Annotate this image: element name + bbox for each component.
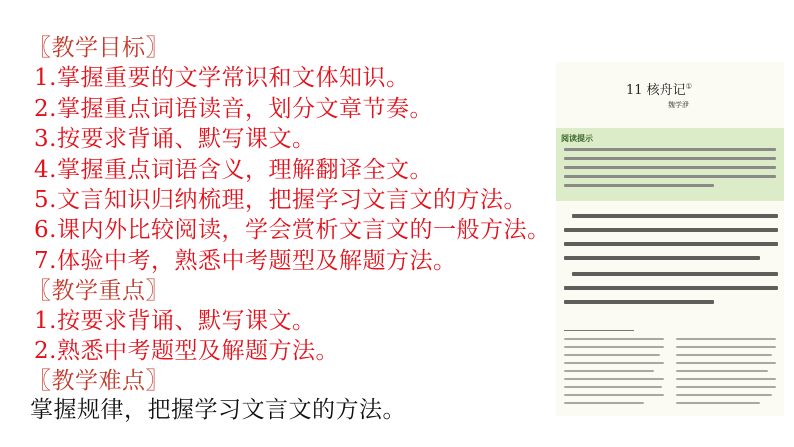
lesson-title: 11 核舟记① (626, 82, 692, 98)
difficulty-heading: 〖教学难点〗 (28, 368, 169, 394)
reading-hint-box (556, 128, 784, 201)
key-point-item-1: 1.按要求背诵、默写课文。 (34, 308, 316, 334)
goal-item-4: 4.掌握重点词语含义，理解翻译全文。 (34, 157, 433, 183)
key-point-item-2: 2.熟悉中考题型及解题方法。 (34, 338, 339, 364)
goal-item-6: 6.课内外比较阅读，学会赏析文言文的一般方法。 (34, 217, 551, 243)
footnote-divider (564, 330, 634, 331)
goal-item-7: 7.体验中考，熟悉中考题型及解题方法。 (34, 248, 457, 274)
goal-item-3: 3.按要求背诵、默写课文。 (34, 126, 316, 152)
lesson-author: 魏学洢 (668, 101, 689, 109)
goal-item-2: 2.掌握重点词语读音，划分文章节奏。 (34, 96, 433, 122)
goal-item-1: 1.掌握重要的文学常识和文体知识。 (34, 65, 410, 91)
key-points-heading: 〖教学重点〗 (28, 278, 169, 304)
textbook-page-image (556, 62, 784, 416)
reading-hint-label: 阅读提示 (561, 134, 593, 143)
footnote-mark: ① (685, 82, 692, 91)
goal-item-5: 5.文言知识归纳梳理，把握学习文言文的方法。 (34, 187, 527, 213)
teaching-goals-heading: 〖教学目标〗 (28, 35, 169, 61)
difficulty-text: 掌握规律，把握学习文言文的方法。 (30, 397, 406, 423)
